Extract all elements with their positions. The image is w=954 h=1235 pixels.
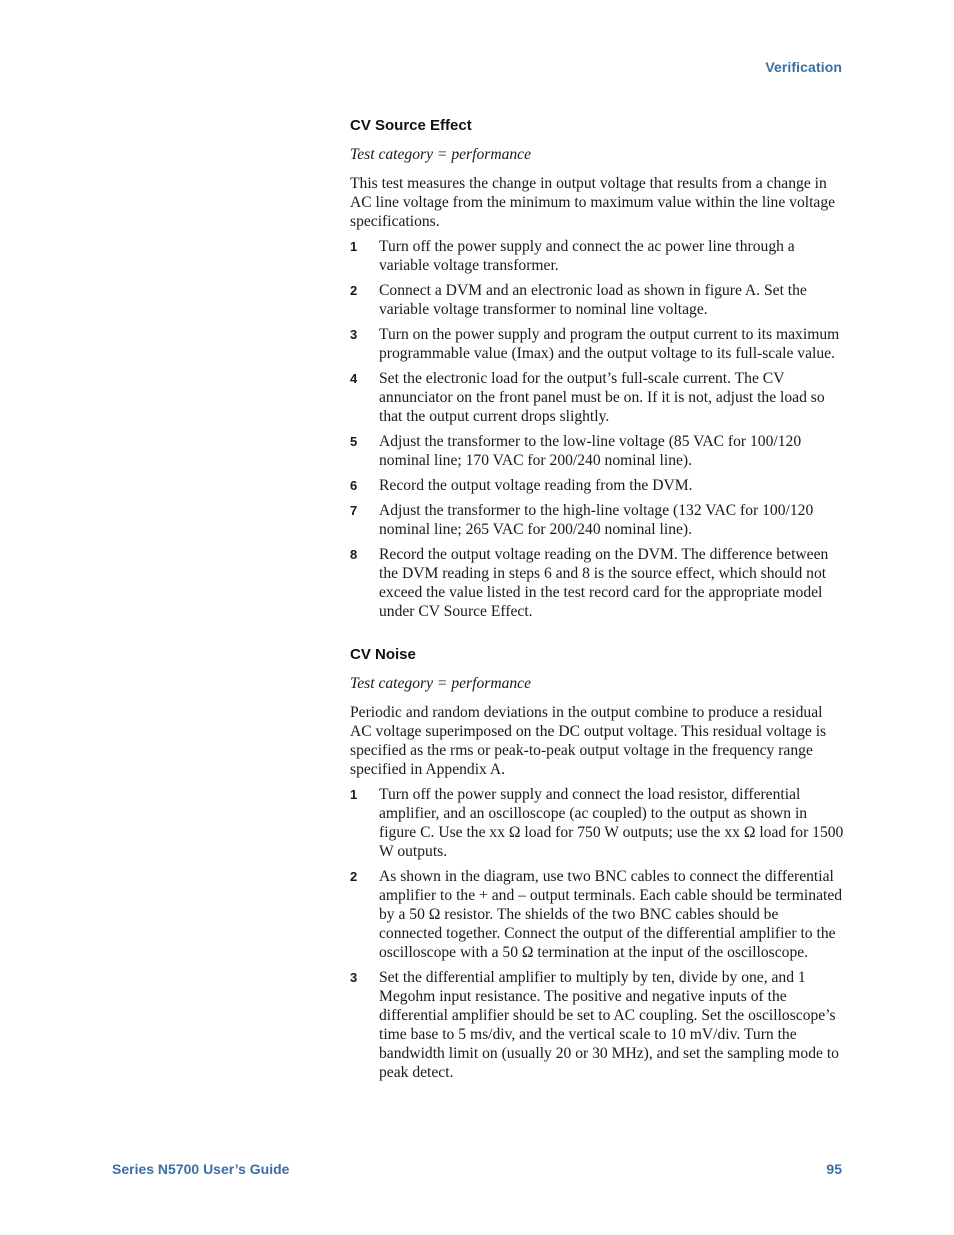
step-item — [350, 237, 844, 275]
running-header: Verification — [765, 59, 842, 75]
procedure-steps — [350, 785, 844, 1082]
page-content — [350, 116, 844, 1088]
step-number: 6 — [350, 478, 358, 493]
step-text: As shown in the diagram, use two BNC cables to connect the differential amplifier to the + and – output terminals. Each cable should be terminated by a 50 Ω resistor. The shields of the two BNC cables should be connected together. Connect the output of the differential amplifier to the oscilloscope with a 50 Ω termination at the input of the oscilloscope. — [379, 868, 843, 961]
step-item — [350, 968, 844, 1082]
section-intro: This test measures the change in output voltage that results from a change in AC line voltage from the minimum to maximum value within the line voltage specifications. — [350, 175, 836, 230]
step-text: Record the output voltage reading from the DVM. — [379, 477, 693, 494]
step-number: 8 — [350, 547, 358, 562]
step-text: Set the electronic load for the output’s full-scale current. The CV annunciator on the front panel must be on. If it is not, adjust the load so that the output current drops slightly. — [379, 370, 825, 425]
step-item — [350, 867, 844, 962]
step-text: Turn off the power supply and connect the ac power line through a variable voltage transformer. — [379, 238, 795, 274]
step-text: Connect a DVM and an electronic load as shown in figure A. Set the variable voltage transformer to nominal line voltage. — [379, 282, 807, 318]
step-text: Adjust the transformer to the low-line voltage (85 VAC for 100/120 nominal line; 170 VAC for 200/240 nominal line). — [379, 433, 802, 469]
step-text: Turn off the power supply and connect the load resistor, differential amplifier, and an oscilloscope (ac coupled) to the output as shown in figure C. Use the xx Ω load for 750 W outputs; use the xx Ω load for 1500 W outputs. — [379, 786, 844, 860]
step-number: 2 — [350, 283, 358, 298]
section-spacer — [350, 627, 844, 645]
step-text: Set the differential amplifier to multiply by ten, divide by one, and 1 Megohm input resistance. The positive and negative inputs of the differential amplifier should be set to AC coupling. Set the oscilloscope’s time base to 5 ms/div, and the vertical scale to 10 mV/div. Turn the bandwidth limit on (usually 20 or 30 MHz), and set the sampling mode to peak detect. — [379, 969, 839, 1081]
step-number: 2 — [350, 869, 358, 884]
procedure-steps — [350, 237, 844, 621]
step-text: Record the output voltage reading on the DVM. The difference between the DVM reading in steps 6 and 8 is the source effect, which should not exceed the value listed in the test record card for the appropriate model under CV Source Effect. — [379, 546, 829, 620]
step-text: Turn on the power supply and program the output current to its maximum programmable value (Imax) and the output voltage to its full-scale value. — [379, 326, 840, 362]
step-item — [350, 545, 844, 621]
step-number: 3 — [350, 327, 358, 342]
section-title-cv-source-effect: CV Source Effect — [350, 117, 472, 134]
test-category: Test category = performance — [350, 675, 532, 692]
step-number: 1 — [350, 239, 358, 254]
step-item — [350, 325, 844, 363]
step-number: 5 — [350, 434, 358, 449]
page-number: 95 — [826, 1161, 842, 1177]
step-number: 4 — [350, 371, 358, 386]
step-number: 7 — [350, 503, 358, 518]
step-item — [350, 501, 844, 539]
section-title-cv-noise: CV Noise — [350, 646, 416, 663]
step-item — [350, 281, 844, 319]
step-text: Adjust the transformer to the high-line voltage (132 VAC for 100/120 nominal line; 265 VAC for 200/240 nominal line). — [379, 502, 814, 538]
step-number: 3 — [350, 970, 358, 985]
step-item — [350, 476, 844, 495]
step-item — [350, 369, 844, 426]
test-category: Test category = performance — [350, 146, 532, 163]
step-item — [350, 785, 844, 861]
footer-document-title: Series N5700 User’s Guide — [112, 1161, 290, 1177]
step-number: 1 — [350, 787, 358, 802]
step-item — [350, 432, 844, 470]
section-intro: Periodic and random deviations in the output combine to produce a residual AC voltage superimposed on the DC output voltage. This residual voltage is specified as the rms or peak-to-peak output voltage in the frequency range specified in Appendix A. — [350, 704, 827, 778]
